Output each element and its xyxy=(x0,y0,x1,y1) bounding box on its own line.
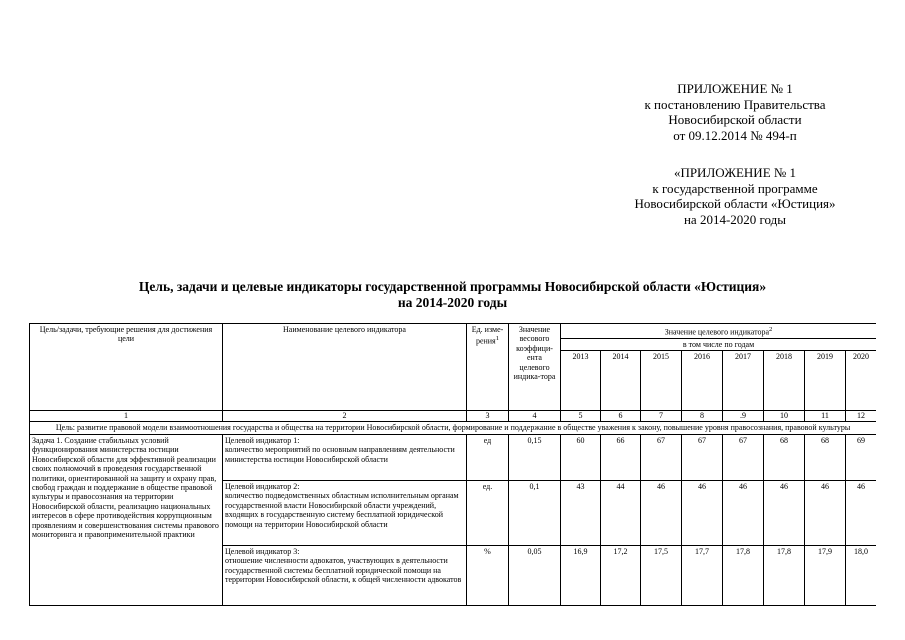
indicator-value: 46 xyxy=(641,480,682,545)
indicators-table xyxy=(29,323,876,606)
indicator-value: 17,8 xyxy=(723,545,764,605)
column-number-row xyxy=(30,411,877,422)
header-year: 2015 xyxy=(641,351,682,411)
program-appendix-line1: «ПРИЛОЖЕНИЕ № 1 xyxy=(673,165,797,180)
indicator-row xyxy=(30,434,877,480)
indicator-value: 44 xyxy=(601,480,641,545)
header-indicator-name: Наименование целевого индикатора xyxy=(223,324,467,411)
program-appendix-line4: на 2014-2020 годы xyxy=(683,211,787,227)
header-year: 2017 xyxy=(723,351,764,411)
indicators-table-container xyxy=(29,323,876,640)
indicator-value: 17,2 xyxy=(601,545,641,605)
header-year: 2018 xyxy=(764,351,805,411)
indicator-value: 17,7 xyxy=(682,545,723,605)
indicator-value: 66 xyxy=(601,434,641,480)
indicator-unit: ед xyxy=(467,434,509,480)
indicator-value: 17,8 xyxy=(764,545,805,605)
column-number: 1 xyxy=(30,411,223,422)
appendix-line1: ПРИЛОЖЕНИЕ № 1 xyxy=(677,81,793,96)
indicator-unit: % xyxy=(467,545,509,605)
appendix-line4: от 09.12.2014 № 494-п xyxy=(673,127,797,143)
indicator-value: 68 xyxy=(805,434,846,480)
indicator-name: Целевой индикатор 1: количество мероприятий по основным направлениям деятельности министерства юстиции Новосибирской области xyxy=(223,434,467,480)
header-year: 2019 xyxy=(805,351,846,411)
title-line2: на 2014-2020 годы xyxy=(397,295,508,310)
indicator-weight: 0,05 xyxy=(509,545,561,605)
document-title xyxy=(0,279,905,311)
header-unit: Ед. изме-рения$^1$ xyxy=(467,324,509,411)
column-number: 8 xyxy=(682,411,723,422)
appendix-header xyxy=(610,81,860,143)
indicator-value: 46 xyxy=(764,480,805,545)
column-number: 7 xyxy=(641,411,682,422)
header-year: 2014 xyxy=(601,351,641,411)
column-number: .9 xyxy=(723,411,764,422)
header-row-1 xyxy=(30,324,877,339)
program-appendix-line2: к государственной программе xyxy=(652,180,818,196)
column-number: 12 xyxy=(846,411,877,422)
indicator-value: 68 xyxy=(764,434,805,480)
indicator-value: 46 xyxy=(682,480,723,545)
header-year: 2013 xyxy=(561,351,601,411)
column-number: 5 xyxy=(561,411,601,422)
indicator-value: 67 xyxy=(723,434,764,480)
task-1-text: Задача 1. Создание стабильных условий функционирования министерства юстиции Новосибирской области для эффективной реализации своих полномочий в проведения государственной политики, ориентированной на защиту и охрану прав, свобод граждан и поддержание в обществе правовой культуры и правосознания на территории Новосибирской области, реализацию национальных интересов в сфере противодействия коррупционным проявлениям и совершенствования системы правового мониторинга и правоприменительной практики xyxy=(30,434,223,605)
indicator-value: 17,5 xyxy=(641,545,682,605)
program-appendix-header xyxy=(600,165,870,227)
indicator-value: 43 xyxy=(561,480,601,545)
indicator-value: 69 xyxy=(846,434,877,480)
column-number: 10 xyxy=(764,411,805,422)
indicator-weight: 0,1 xyxy=(509,480,561,545)
indicator-value: 46 xyxy=(846,480,877,545)
goal-text: Цель: развитие правовой модели взаимоотношения государства и общества на территории Новосибирской области, формирование и поддержание в обществе уважения к закону, повышение уровня правосознания, правовой культуры xyxy=(30,422,877,434)
indicator-value: 18,0 xyxy=(846,545,877,605)
header-year: 2016 xyxy=(682,351,723,411)
header-goal-tasks: Цель/задачи, требующие решения для достижения цели xyxy=(30,324,223,411)
indicator-weight: 0,15 xyxy=(509,434,561,480)
indicator-value: 67 xyxy=(641,434,682,480)
appendix-line3: Новосибирской области xyxy=(668,112,802,127)
header-weight: Значение весового коэффици-ента целевого индика-тора xyxy=(509,324,561,411)
header-value: Значение целевого индикатора$^2$ xyxy=(561,324,877,339)
column-number: 11 xyxy=(805,411,846,422)
indicator-name: Целевой индикатор 2: количество подведомственных областным исполнительным органам государственной власти Новосибирской области учреждений, входящих в государственную систему бесплатной юридической помощи на территории Новосибирской области xyxy=(223,480,467,545)
column-number: 4 xyxy=(509,411,561,422)
indicator-value: 67 xyxy=(682,434,723,480)
program-appendix-line3: Новосибирской области «Юстиция» xyxy=(634,196,836,211)
title-line1: Цель, задачи и целевые индикаторы государственной программы Новосибирской области «Юстиция» xyxy=(138,279,767,294)
goal-row xyxy=(30,422,877,434)
column-number: 3 xyxy=(467,411,509,422)
indicator-name: Целевой индикатор 3: отношение численности адвокатов, участвующих в деятельности государственной системы бесплатной юридической помощи на территории Новосибирской области, к общей численности адвокатов xyxy=(223,545,467,605)
indicator-value: 46 xyxy=(805,480,846,545)
header-year: 2020 xyxy=(846,351,877,411)
appendix-line2: к постановлению Правительства xyxy=(644,96,826,112)
column-number: 6 xyxy=(601,411,641,422)
indicator-unit: ед. xyxy=(467,480,509,545)
column-number: 2 xyxy=(223,411,467,422)
indicator-value: 46 xyxy=(723,480,764,545)
header-by-years: в том числе по годам xyxy=(561,339,877,351)
indicator-value: 16,9 xyxy=(561,545,601,605)
indicator-value: 17,9 xyxy=(805,545,846,605)
indicator-value: 60 xyxy=(561,434,601,480)
